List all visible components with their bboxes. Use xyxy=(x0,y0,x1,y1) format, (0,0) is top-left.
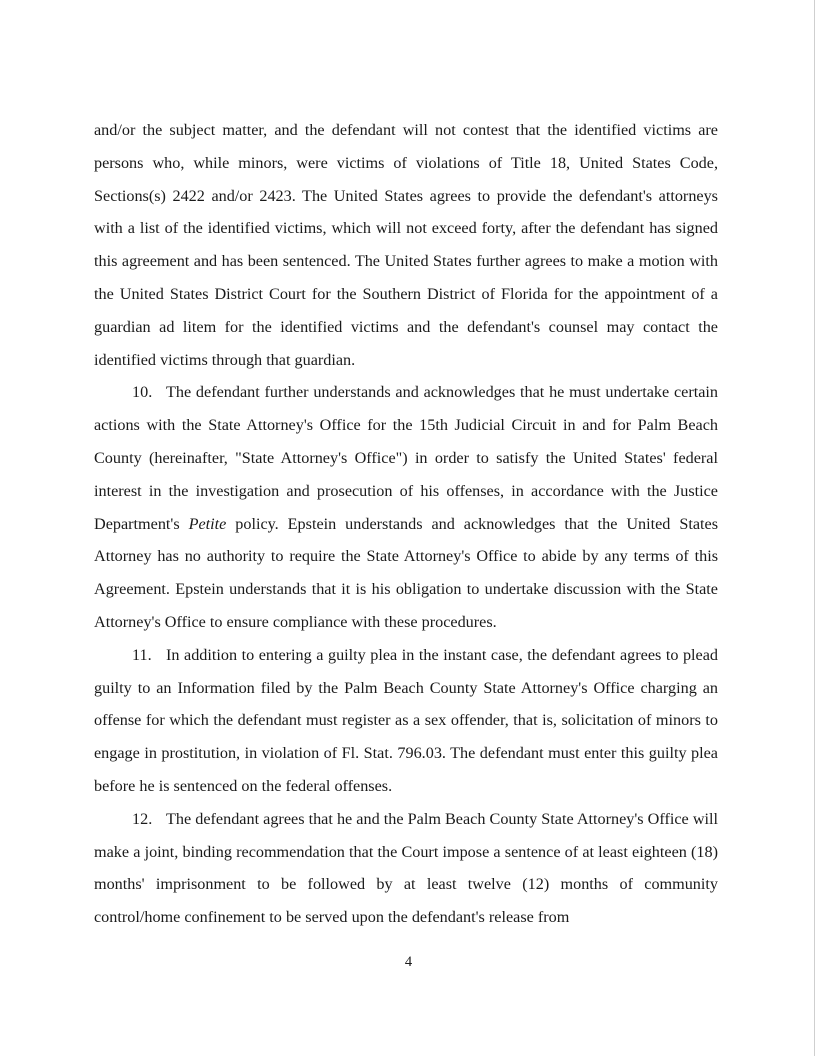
paragraph-12 xyxy=(94,803,718,934)
paragraph-number: 10. xyxy=(132,383,153,402)
paragraph-number: 11. xyxy=(132,645,152,664)
paragraph-continuation-text: and/or the subject matter, and the defendant will not contest that the identified victims are persons who, while minors, were victims of violations of Title 18, United States Code, Sections(s) 2422 and/or 2423. The United States agrees to provide the defendant's attorneys with a list of the identified victims, which will not exceed forty, after the defendant has signed this agreement and has been sentenced. The United States further agrees to make a motion with the United States District Court for the Southern District of Florida for the appointment of a guardian ad litem for the identified victims and the defendant's counsel may contact the identified victims through that guardian. xyxy=(94,121,718,369)
paragraph-continuation xyxy=(94,114,718,376)
paragraph-11 xyxy=(94,639,718,803)
paragraph-12-text: The defendant agrees that he and the Palm Beach County State Attorney's Office will make a joint, binding recommendation that the Court impose a sentence of at least eighteen (18) months' imprisonment to be followed by at least twelve (12) months of community control/home confinement to be served upon the defendant's release from xyxy=(94,809,718,927)
document-body xyxy=(94,114,718,934)
paragraph-10 xyxy=(94,376,718,638)
page-number: 4 xyxy=(404,954,413,970)
paragraph-11-text: In addition to entering a guilty plea in the instant case, the defendant agrees to plead guilty to an Information filed by the Palm Beach County State Attorney's Office charging an offense for which the defendant must register as a sex offender, that is, solicitation of minors to engage in prostitution, in violation of Fl. Stat. 796.03. The defendant must enter this guilty plea before he is sentenced on the federal offenses. xyxy=(94,645,718,795)
scan-edge xyxy=(814,0,815,1056)
paragraph-10-text-before: The defendant further understands and acknowledges that he must undertake certain actions with the State Attorney's Office for the 15th Judicial Circuit in and for Palm Beach County (hereinafter, "State Attorney's Office") in order to satisfy the United States' federal interest in the investigation and prosecution of his offenses, in accordance with the Justice Department's xyxy=(94,383,718,533)
petite-italic: Petite xyxy=(188,514,227,533)
paragraph-number: 12. xyxy=(132,809,153,828)
paragraph-10-text-after: policy. Epstein understands and acknowledges that the United States Attorney has no authority to require the State Attorney's Office to abide by any terms of this Agreement. Epstein understands that it is his obligation to undertake discussion with the State Attorney's Office to ensure compliance with these procedures. xyxy=(94,514,718,631)
